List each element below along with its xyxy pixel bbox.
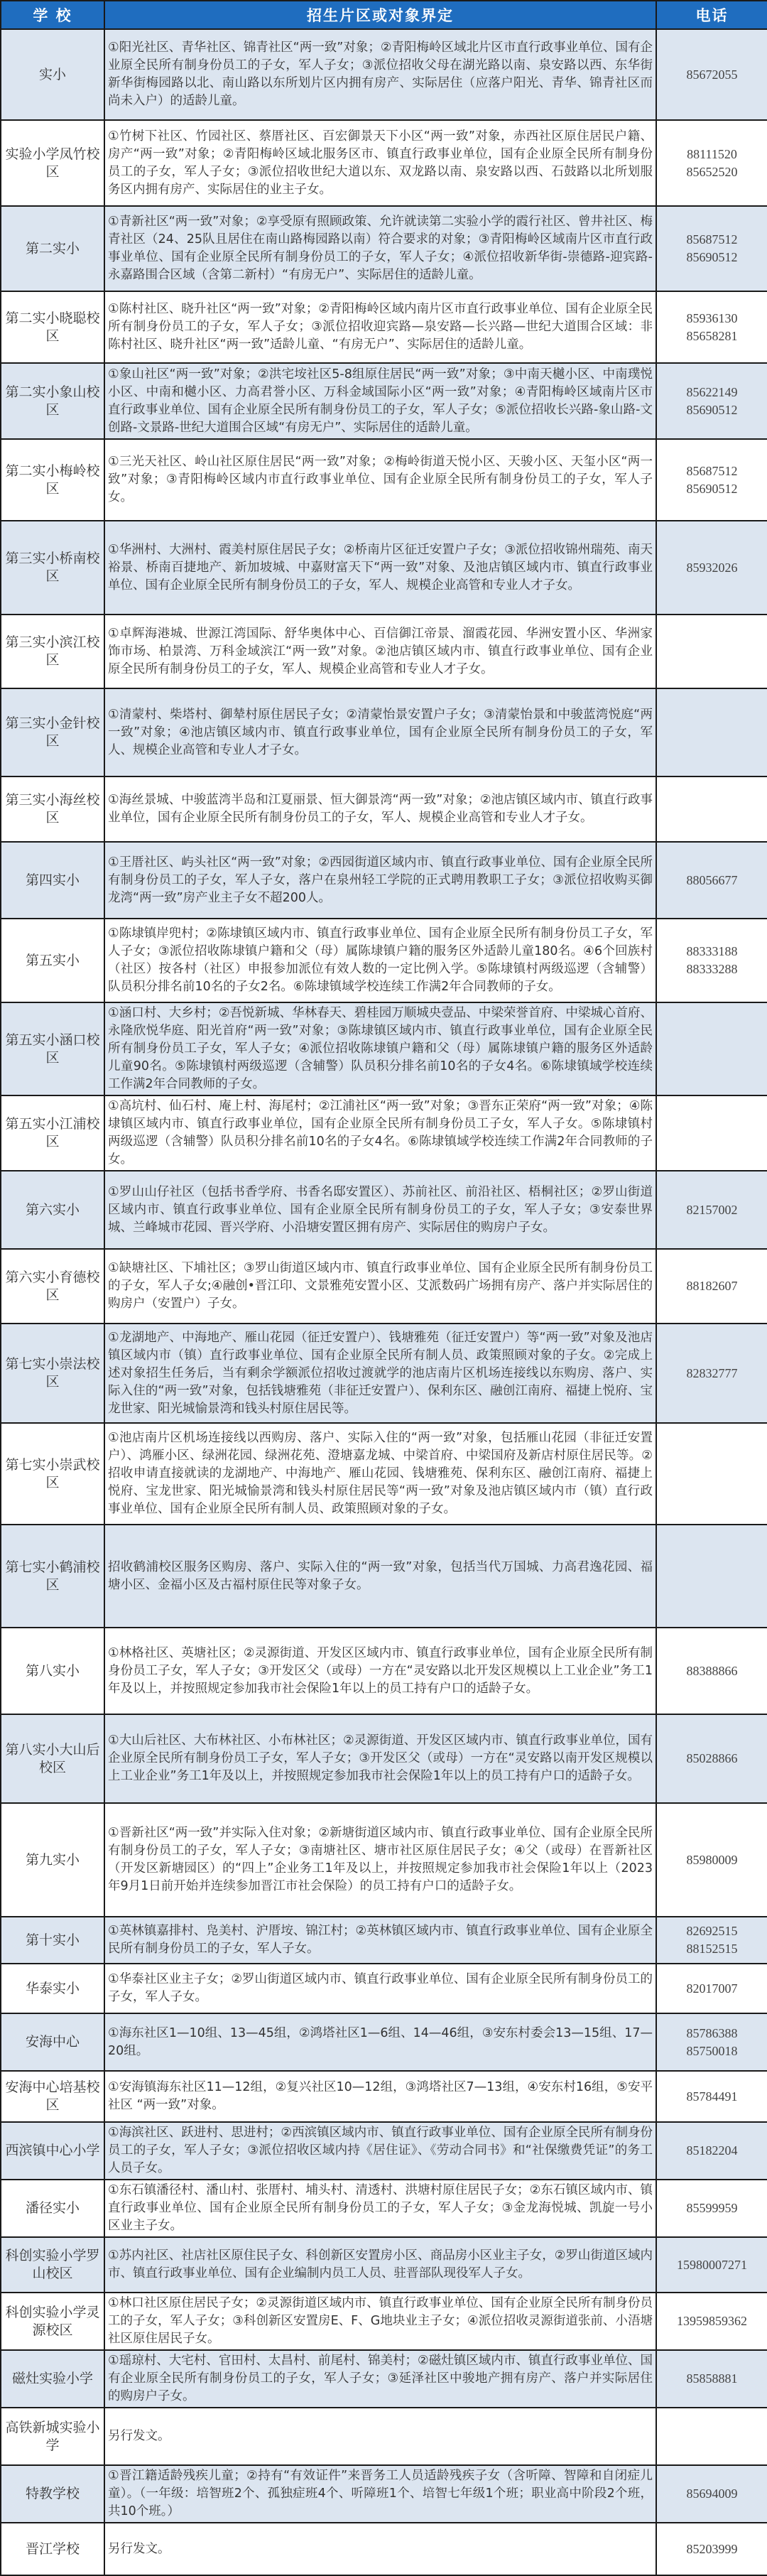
phone-cell [656, 1324, 767, 1423]
phone-number: 85687512 [686, 232, 738, 247]
phone-number: 85786388 [686, 2025, 738, 2040]
phone-number: 85750018 [686, 2043, 738, 2058]
phone-number: 88388866 [686, 1663, 738, 1678]
phone-cell [656, 2293, 767, 2350]
enrollment-scope: ①缺塘社区、下埔社区；③罗山街道区域内市、镇直行政事业单位、国有企业原全民所有制身份员工的子女，军人子女;④融创•晋江印、文景雅苑安置小区、艾派数码广场拥有房产、落户并实际居住的购房户（安置户）子女。 [104, 1249, 656, 1324]
phone-cell [656, 1803, 767, 1917]
phone-cell [656, 615, 767, 688]
table-row [1, 2293, 767, 2350]
school-name: 第四实小 [1, 842, 104, 919]
phone-cell [656, 363, 767, 439]
enrollment-scope: ①林口社区原住居民子女；②灵源街道区域内市、镇直行政事业单位、国有企业原全民所有制身份员工的子女，军人子女；③科创新区安置房E、F、G地块业主子女；④派位招收灵源街道张前、小浯塘社区原住居民子女。 [104, 2293, 656, 2350]
enrollment-scope: 另行发文。 [104, 2408, 656, 2465]
enrollment-scope: ①华洲村、大洲村、霞美村原住居民子女；②桥南片区征迁安置户子女；③派位招收锦州瑞苑、南天裕景、桥南百捷地产、新加坡城、中嘉财富天下“两一致”对象、及池店镇区域内市、镇直行政事业单位、国有企业原全民所有制身份员工的子女，军人、规模企业高管和专业人才子女。 [104, 521, 656, 615]
table-row [1, 1714, 767, 1803]
table-row [1, 1525, 767, 1628]
enrollment-scope: ①三光天社区、岭山社区原住居民“两一致”对象；②梅岭街道天悦小区、天骏小区、天玺小区“两一致”对象；③青阳梅岭区域内市直行政事业单位、国有企业原全民所有制身份员工的子女，军人子女。 [104, 439, 656, 521]
enrollment-scope: ①清蒙村、柴塔村、御辇村原住居民子女；②清蒙怡景安置户子女；③清蒙怡景和中骏蓝湾悦庭“两一致”对象；④池店镇区域内市、镇直行政事业单位，国有企业原全民所有制身份员工的子女，军人、规模企业高管和专业人才子女。 [104, 688, 656, 776]
phone-number: 88056677 [686, 872, 738, 887]
school-name: 潘径实小 [1, 2180, 104, 2237]
phone-number: 88111520 [687, 146, 737, 161]
enrollment-scope: ①罗山山仔社区（包括书香学府、书香名邸安置区）、苏前社区、前沿社区、梧桐社区；②罗山街道区域内市、镇直行政事业单位、国有企业原全民所有制身份员工的子女，军人子女；③安泰世界城、兰峰城市花园、晋兴学府、小沿塘安置区拥有房产、实际居住的购房户子女。 [104, 1171, 656, 1249]
school-name: 第二实小象山校区 [1, 363, 104, 439]
phone-number: 85028866 [686, 1751, 738, 1765]
phone-cell [656, 2180, 767, 2237]
school-name: 第二实小 [1, 206, 104, 291]
enrollment-scope: ①竹树下社区、竹园社区、蔡厝社区、百宏御景天下小区“两一致”对象，赤西社区原住居民户籍、房产“两一致”对象；②青阳梅岭区域北服务区市、镇直行政事业单位，国有企业原全民所有制身份员工的子女，军人子女；③派位招收世纪大道以东、双龙路以南、泉安路以西、石鼓路以北所划服务区内拥有房产、实际居住的业主子女。 [104, 120, 656, 206]
table-row [1, 2013, 767, 2071]
enrollment-scope: ①高坑村、仙石村、庵上村、海尾村；②江浦社区“两一致”对象；③晋东正荣府“两一致”对象；④陈埭镇区域内市、镇直行政事业单位，国有企业原全民所有制身份员工子女，军人子女。⑤陈埭镇村两级巡逻（含辅警）队员积分排名前10名的子女4名。⑥陈埭镇域学校连续工作满2年合同教师的子女。 [104, 1095, 656, 1171]
phone-cell [656, 2071, 767, 2122]
phone-cell [656, 1171, 767, 1249]
phone-number: 85203999 [686, 2541, 738, 2556]
table-row [1, 919, 767, 1002]
school-name: 科创实验小学灵源校区 [1, 2293, 104, 2350]
phone-number: 85622149 [686, 384, 738, 399]
phone-number: 85690512 [686, 402, 738, 417]
table-row [1, 688, 767, 776]
phone-cell [656, 2465, 767, 2523]
enrollment-scope: ①陈埭镇岸兜村；②陈埭镇区域内市、镇直行政事业单位、国有企业原全民所有制身份员工子女，军人子女；③派位招收陈埭镇户籍和父（母）属陈埭镇户籍的服务区外适龄儿童180名。④6个回族村（社区）按各村（社区）申报参加派位有效人数的一定比例入学。⑤陈埭镇村两级巡逻（含辅警）队员积分排名前10名的子女2名。⑥陈埭镇域学校连续工作满2年合同教师的子女。 [104, 919, 656, 1002]
table-row [1, 120, 767, 206]
phone-number: 88333288 [686, 962, 738, 976]
table-header-row [1, 1, 767, 29]
school-name: 第三实小滨江校区 [1, 615, 104, 688]
header-scope: 招生片区或对象界定 [104, 1, 656, 29]
school-name: 第七实小崇法校区 [1, 1324, 104, 1423]
school-name: 第二实小梅岭校区 [1, 439, 104, 521]
phone-cell [656, 29, 767, 120]
table-row [1, 1803, 767, 1917]
school-name: 实验小学凤竹校区 [1, 120, 104, 206]
table-row [1, 2180, 767, 2237]
school-name: 第七实小鹤浦校区 [1, 1525, 104, 1628]
phone-cell [656, 2122, 767, 2180]
phone-cell [656, 1423, 767, 1525]
phone-number: 85932026 [686, 560, 738, 575]
phone-cell [656, 1917, 767, 1964]
school-name: 第六实小 [1, 1171, 104, 1249]
table-row [1, 206, 767, 291]
table-row [1, 2350, 767, 2408]
table-row [1, 1002, 767, 1095]
school-name: 实小 [1, 29, 104, 120]
table-row [1, 1249, 767, 1324]
table-row [1, 1171, 767, 1249]
enrollment-scope: ①苏内社区、社店社区原住民子女、科创新区安置房小区、商品房小区业主子女，②罗山街道区域内市、镇直行政事业单位、国有企业编制内员工人员、驻晋部队现役军人子女。 [104, 2237, 656, 2293]
phone-cell [656, 919, 767, 1002]
table-row [1, 615, 767, 688]
school-name: 华泰实小 [1, 1964, 104, 2013]
phone-number: 82017007 [686, 1981, 738, 1996]
table-row [1, 1423, 767, 1525]
phone-cell [656, 206, 767, 291]
phone-number: 82832777 [686, 1365, 738, 1380]
table-row [1, 1917, 767, 1964]
table-row [1, 2237, 767, 2293]
enrollment-scope: ①林格社区、英塘社区；②灵源街道、开发区区域内市、镇直行政事业单位，国有企业原全民所有制身份员工子女，军人子女；③开发区父（或母）一方在“灵安路以北开发区规模以上工业企业”务工1年及以上，并按照规定参加我市社会保险1年以上的员工持有户口的适龄子女。 [104, 1628, 656, 1714]
enrollment-scope: ①晋江籍适龄残疾儿童；②持有“有效证件”来晋务工人员适龄残疾子女（含听障、智障和自闭症儿童）。（一年级：培智班2个、孤独症班4个、听障班1个、培智七年级1个班；职业高中阶段2个班，共10个班。） [104, 2465, 656, 2523]
table-row [1, 1628, 767, 1714]
school-name: 晋江学校 [1, 2523, 104, 2575]
phone-number: 85694009 [686, 2486, 738, 2501]
enrollment-scope: ①龙湖地产、中海地产、雁山花园（征迁安置户）、钱塘雅苑（征迁安置户）等“两一致”对象及池店镇区域内市（镇）直行政事业单位、国有企业原全民所有制人员、政策照顾对象的子女。②完成上述对象招生任务后，当有剩余学额派位招收过渡就学的池店南片区机场连接线以东购房、落户、实际入住的“两一致”对象，包括钱塘雅苑（非征迁安置户）、保利东区、融创江南府、福捷上悦府、宝龙世家、阳光城愉景湾和钱头村原住居民等。 [104, 1324, 656, 1423]
phone-cell [656, 291, 767, 363]
phone-number: 85658281 [686, 328, 738, 343]
enrollment-scope: 招收鹤浦校区服务区购房、落户、实际入住的“两一致”对象，包括当代万国城、力高君逸花园、福塘小区、金福小区及古福村原住民等对象子女。 [104, 1525, 656, 1628]
phone-number: 85182204 [686, 2143, 738, 2158]
phone-number: 85784491 [686, 2089, 738, 2104]
table-row [1, 2465, 767, 2523]
table-row [1, 291, 767, 363]
phone-number: 85687512 [686, 463, 738, 478]
school-name: 第三实小桥南校区 [1, 521, 104, 615]
school-name: 第七实小崇武校区 [1, 1423, 104, 1525]
phone-cell [656, 1095, 767, 1171]
table-row [1, 2071, 767, 2122]
school-name: 第三实小金针校区 [1, 688, 104, 776]
phone-cell [656, 2350, 767, 2408]
phone-cell [656, 1002, 767, 1095]
enrollment-scope: ①海东社区1—10组、13—45组，②鸿塔社区1—6组、14—46组，③安东村委会13—15组、17—20组。 [104, 2013, 656, 2071]
table-body [1, 29, 767, 2575]
phone-number: 85672055 [686, 67, 738, 82]
phone-cell [656, 1249, 767, 1324]
school-name: 第十实小 [1, 1917, 104, 1964]
phone-cell [656, 1628, 767, 1714]
enrollment-scope: 另行发文。 [104, 2523, 656, 2575]
enrollment-scope: ①陈村社区、晓升社区“两一致”对象；②青阳梅岭区域内南片区市直行政事业单位、国有企业原全民所有制身份员工的子女，军人子女；③派位招收迎宾路—泉安路—长兴路—世纪大道围合区域：非陈村社区、晓升社区“两一致”适龄儿童、“有房无户”、实际居住的适龄儿童。 [104, 291, 656, 363]
table-row [1, 1324, 767, 1423]
table-row [1, 363, 767, 439]
enrollment-scope: ①卓辉海港城、世源江湾国际、舒华奥体中心、百信御江帝景、溜霞花园、华洲安置小区、华洲家饰市场、柏景湾、万科金域滨江“两一致”对象。②池店镇区域内市、镇直行政事业单位、国有企业原全民所有制身份员工的子女，军人、规模企业高管和专业人才子女。 [104, 615, 656, 688]
header-school: 学 校 [1, 1, 104, 29]
table-row [1, 521, 767, 615]
enrollment-scope: ①象山社区“两一致”对象；②洪宅垵社区5-8组原住居民“两一致”对象；③中南天樾小区、中南璞悦小区、中南和樾小区、力高君誉小区、万科金域国际小区“两一致”对象；④青阳梅岭区域南片区市直行政事业单位、国有企业原全民所有制身份员工的子女，军人子女；⑤派位招收长兴路-象山路-文创路-文景路-世纪大道围合区域“有房无户”、实际居住的适龄儿童。 [104, 363, 656, 439]
school-name: 第五实小涵口校区 [1, 1002, 104, 1095]
header-phone: 电话 [656, 1, 767, 29]
phone-number: 85690512 [686, 250, 738, 264]
phone-number: 15980007271 [677, 2257, 747, 2272]
phone-cell [656, 2237, 767, 2293]
table-row [1, 842, 767, 919]
table-row [1, 2408, 767, 2465]
table-row [1, 1964, 767, 2013]
school-name: 第八实小大山后校区 [1, 1714, 104, 1803]
enrollment-scope: ①华泰社区业主子女；②罗山街道区域内市、镇直行政事业单位、国有企业原全民所有制身份员工的子女，军人子女。 [104, 1964, 656, 2013]
table-row [1, 2122, 767, 2180]
enrollment-scope: ①英林镇嘉排村、凫美村、沪厝垵、锦江村；②英林镇区域内市、镇直行政事业单位、国有企业原全民所有制身份员工的子女，军人子女。 [104, 1917, 656, 1964]
phone-number: 85690512 [686, 481, 738, 496]
phone-number: 13959859362 [677, 2314, 747, 2328]
phone-number: 82692515 [686, 1924, 738, 1938]
school-name: 第八实小 [1, 1628, 104, 1714]
phone-cell [656, 2013, 767, 2071]
school-name: 第九实小 [1, 1803, 104, 1917]
phone-number: 85652520 [686, 164, 738, 179]
school-name: 第五实小 [1, 919, 104, 1002]
phone-cell [656, 2408, 767, 2465]
school-name: 高铁新城实验小学 [1, 2408, 104, 2465]
enrollment-scope: ①大山后社区、大布林社区、小布林社区；②灵源街道、开发区区域内市、镇直行政事业单位，国有企业原全民所有制身份员工子女，军人子女；③开发区父（或母）一方在“灵安路以南开发区规模以上工业企业”务工1年及以上，并按照规定参加我市社会保险1年以上的员工持有户口的适龄子女。 [104, 1714, 656, 1803]
phone-cell [656, 842, 767, 919]
enrollment-scope: ①海滨社区、跃进村、思进村；②西滨镇区域内市、镇直行政事业单位、国有企业原全民所有制身份员工的子女，军人子女；③派位招收区域内持《居住证》、《劳动合同书》和“社保缴费凭证”的务工人员子女。 [104, 2122, 656, 2180]
phone-cell [656, 776, 767, 842]
phone-cell [656, 1714, 767, 1803]
phone-cell [656, 120, 767, 206]
school-name: 西滨镇中心小学 [1, 2122, 104, 2180]
phone-number: 88333188 [686, 944, 738, 958]
school-name: 第六实小育德校区 [1, 1249, 104, 1324]
enrollment-scope: ①晋新社区“两一致”并实际入住对象；②新塘街道区域内市、镇直行政事业单位、国有企业原全民所有制身份员工的子女，军人子女；③南塘社区、塘市社区原住居民子女；④父（或母）在晋新社区（开发区新塘园区）的“四上”企业务工1年及以上，并按照规定参加我市社会保险1年以上（2023年9月1日前开始并连续参加晋江市社会保险）的员工持有户口的适龄子女。 [104, 1803, 656, 1917]
table-row [1, 2523, 767, 2575]
table-row [1, 1095, 767, 1171]
school-name: 第三实小海丝校区 [1, 776, 104, 842]
school-name: 安海中心培基校区 [1, 2071, 104, 2122]
phone-number: 82157002 [686, 1202, 738, 1217]
phone-cell [656, 439, 767, 521]
enrollment-scope: ①阳光社区、青华社区、锦青社区“两一致”对象；②青阳梅岭区域北片区市直行政事业单位、国有企业原全民所有制身份员工的子女，军人子女；③派位招收父母在湖光路以南、泉安路以西、东华街新华街梅园路以北、南山路以东所划片区内拥有房产、实际居住（应落户阳光、青华、锦青社区而尚未入户）的适龄儿童。 [104, 29, 656, 120]
school-name: 特教学校 [1, 2465, 104, 2523]
phone-number: 85599959 [686, 2201, 738, 2215]
enrollment-scope: ①池店南片区机场连接线以西购房、落户、实际入住的“两一致”对象，包括雁山花园（非征迁安置户）、鸿雁小区、绿洲花园、绿洲花苑、澄塘嘉龙城、中梁首府、中梁国府及新店村原住居民等。②招收申请直接就读的龙湖地产、中海地产、雁山花园、钱塘雅苑、保利东区、融创江南府、福捷上悦府、宝龙世家、阳光城愉景湾和钱头村原住居民等“两一致”对象及池店镇区域内市（镇）直行政事业单位、国有企业原全民所有制人员、政策照顾对象的子女。 [104, 1423, 656, 1525]
phone-cell [656, 1525, 767, 1628]
phone-cell [656, 521, 767, 615]
school-name: 第五实小江浦校区 [1, 1095, 104, 1171]
enrollment-scope: ①王厝社区、屿头社区“两一致”对象；②西园街道区域内市、镇直行政事业单位、国有企业原全民所有制身份员工的子女，军人子女，落户在泉州轻工学院的正式聘用教职工子女；③派位招收购买御龙湾“两一致”房产业主子女不超200人。 [104, 842, 656, 919]
phone-number: 88182607 [686, 1279, 738, 1293]
enrollment-scope: ①海丝景城、中骏蓝湾半岛和江夏丽景、恒大御景湾“两一致”对象；②池店镇区域内市、镇直行政事业单位，国有企业原全民所有制身份员工的子女，军人、规模企业高管和专业人才子女。 [104, 776, 656, 842]
school-name: 安海中心 [1, 2013, 104, 2071]
phone-number: 85858881 [686, 2371, 738, 2386]
table-row [1, 439, 767, 521]
enrollment-scope: ①青新社区“两一致”对象；②享受原有照顾政策、允许就读第二实验小学的霞行社区、曾井社区、梅青社区（24、25队且居住在南山路梅园路以南）符合要求的对象；③青阳梅岭区域南片区市直行政事业单位、国有企业原全民所有制身份员工的子女，军人子女；④派位招收新华街-崇德路-迎宾路-永嘉路围合区域（含第二新村）“有房无户”、实际居住的适龄儿童。 [104, 206, 656, 291]
phone-number: 88152515 [686, 1942, 738, 1956]
phone-cell [656, 688, 767, 776]
phone-cell [656, 1964, 767, 2013]
enrollment-scope: ①东石镇潘径村、潘山村、张厝村、埔头村、清透村、洪塘村原住居民子女；②东石镇区域内市、镇直行政事业单位、国有企业原全民所有制身份员工的子女，军人子女；③金龙海悦城、凯旋一号小区业主子女。 [104, 2180, 656, 2237]
school-name: 磁灶实验小学 [1, 2350, 104, 2408]
enrollment-scope: ①瑶琼村、大宅村、官田村、太昌村、前尾村、锦美村；②磁灶镇区域内市、镇直行政事业单位、国有企业原全民所有制身份员工的子女，军人子女；③延泽社区中骏地产拥有房产、落户并实际居住的购房户子女。 [104, 2350, 656, 2408]
phone-cell [656, 2523, 767, 2575]
enrollment-scope: ①涵口村、大乡村；②吾悦新城、华林春天、碧桂园万顺城央壹品、中梁荣誉首府、中梁城心首府、永隆欣悦华庭、阳光首府“两一致”对象；③陈埭镇区域内市、镇直行政事业单位，国有企业原全民所有制身份员工子女，军人子女；④派位招收陈埭镇户籍和父（母）属陈埭镇户籍的服务区外适龄儿童90名。⑤陈埭镇村两级巡逻（含辅警）队员积分排名前10名的子女4名。⑥陈埭镇域学校连续工作满2年合同教师的子女。 [104, 1002, 656, 1095]
phone-number: 85980009 [686, 1852, 738, 1867]
enrollment-scope: ①安海镇海东社区11—12组，②复兴社区10—12组，③鸿塔社区7—13组，④安东村16组，⑤安平社区 “两一致”对象。 [104, 2071, 656, 2122]
phone-number: 85936130 [686, 310, 738, 325]
table-row [1, 776, 767, 842]
school-name: 第二实小晓聪校区 [1, 291, 104, 363]
table-row [1, 29, 767, 120]
school-name: 科创实验小学罗山校区 [1, 2237, 104, 2293]
